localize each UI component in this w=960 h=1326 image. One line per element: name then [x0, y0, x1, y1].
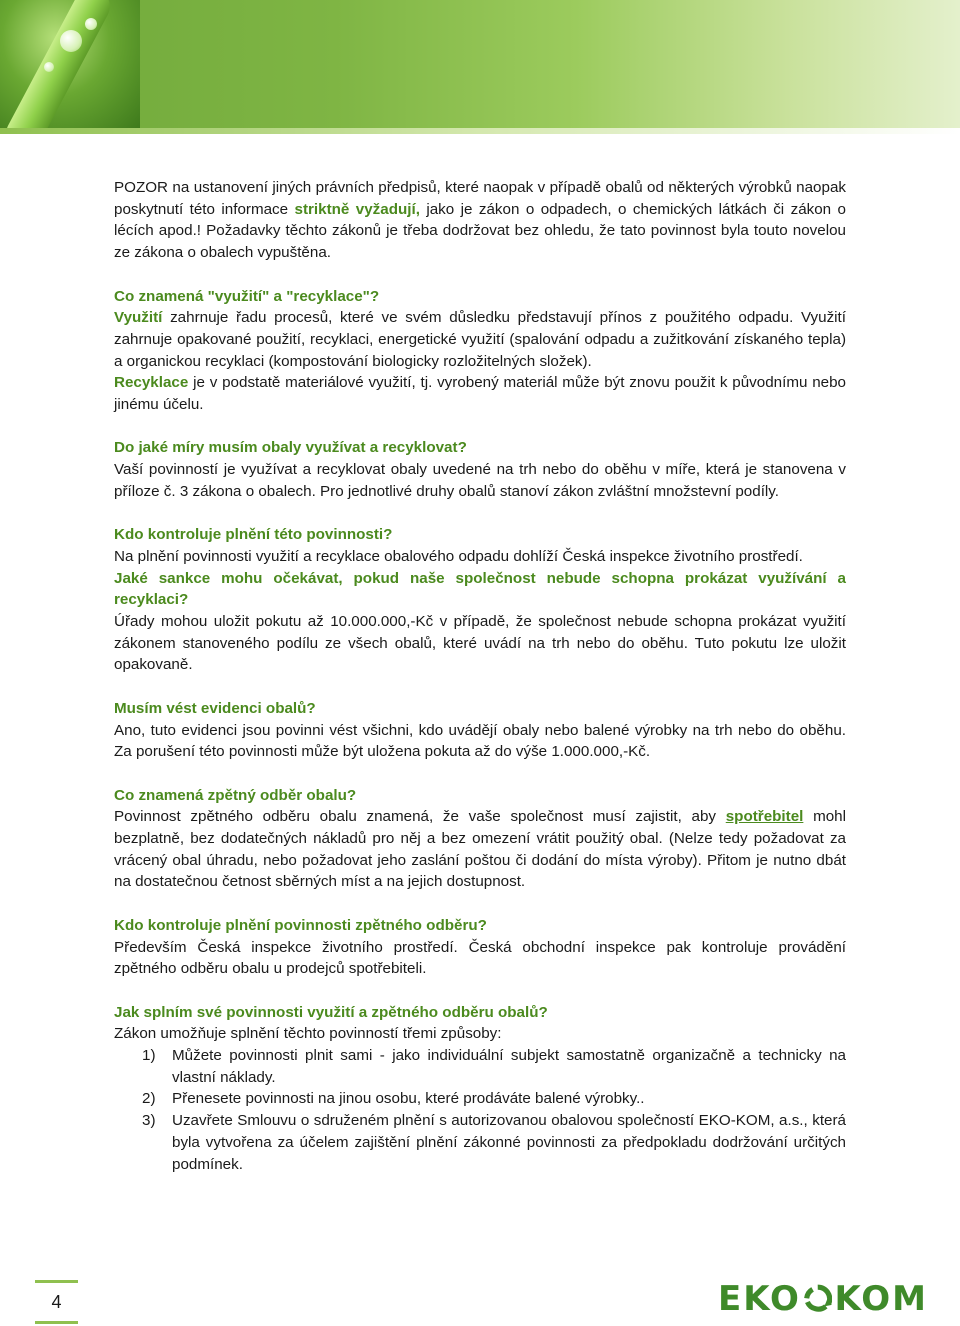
section-heading: Do jaké míry musím obaly využívat a recyklovat? — [114, 439, 467, 457]
section-heading: Jak splním své povinnosti využití a zpětného odběru obalů? — [114, 1003, 548, 1021]
section-text: Úřady mohou uložit pokutu až 10.000.000,-Kč v případě, že společnost nebude schopna prokázat využití zákonem stanoveného podílu ze všech obalů, které uvádí na trh nebo do oběhu. Tuto pokutu lze uložit opakovaně. — [114, 613, 846, 674]
list-item: 2) Přenesete povinnosti na jinou osobu, které prodáváte balené výrobky.. — [142, 1090, 645, 1108]
section-text: Především Česká inspekce životního prostředí. Česká obchodní inspekce pak kontroluje provádění zpětného odběru obalu u prodejců spotřebiteli. — [114, 938, 846, 978]
recycle-arrows-icon — [803, 1279, 832, 1319]
section-text: Využití zahrnuje řadu procesů, které ve svém důsledku představují přínos z použitého odpadu. Využití zahrnuje opakované použití, recyklaci, energetické využití (spalování odpadu a zužitkování získaného tepla) a organickou recyklaci (kompostování biologicky rozložitelných složek). — [114, 309, 846, 370]
section-text: Povinnost zpětného odběru obalu znamená, že vaše společnost musí zajistit, aby spotřebitel mohl bezplatně, bez dodatečných nákladů pro něj a bez omezení vrátit použitý obal. (Nelze tedy požadovat za vrácený obal úhradu, nebo požadovat jeho zaslání poštou či dodání do místa výroby). Přitom je nutno dbát na dostatečnou četnost sběrných míst a na jejich dostupnost. — [114, 808, 847, 891]
list-item: 3) Uzavřete Smlouvu o sdruženém plnění s autorizovanou obalovou společností EKO-KOM, a.s., která byla vytvořena za účelem zajištění plnění zákonné povinnosti za předpokladu dodržování určitých podmínek. — [142, 1112, 846, 1173]
water-drop — [85, 18, 97, 30]
document-body — [114, 177, 846, 1175]
section-text: Ano, tuto evidenci jsou povinni vést všichni, kdo uvádějí obaly nebo balené výrobky na trh nebo do oběhu. Za porušení této povinnosti může být uložena pokuta až do výše 1.000.000,-Kč. — [114, 721, 846, 761]
section-text: Vaší povinností je využívat a recyklovat obaly uvedené na trh nebo do oběhu v míře, která je stanovena v příloze č. 3 zákona o obalech. Pro jednotlivé druhy obalů stanoví zákon zvláštní množstevní podíly. — [114, 461, 846, 500]
header-stripe — [0, 128, 960, 134]
water-drop — [60, 30, 82, 52]
page-number: 4 — [35, 1280, 78, 1324]
grass-blade — [0, 0, 116, 128]
section-text: Recyklace je v podstatě materiálové využití, tj. vyrobený materiál může být znovu použit k původnímu nebo jinému účelu. — [114, 374, 846, 414]
section-heading: Musím vést evidenci obalů? — [114, 699, 316, 717]
list-item: 1) Můžete povinnosti plnit sami - jako individuální subjekt samostatně organizačně a technicky na vlastní náklady. — [142, 1047, 846, 1086]
section-text: Zákon umožňuje splnění těchto povinností třemi způsoby: — [114, 1025, 502, 1043]
spotrebitel-link[interactable]: spotřebitel — [725, 808, 804, 826]
section-heading: Co znamená "využití" a "recyklace"? — [114, 287, 380, 305]
section-heading: Kdo kontroluje plnění této povinnosti? — [114, 526, 393, 544]
grass-photo — [0, 0, 140, 128]
intro-paragraph: POZOR na ustanovení jiných právních předpisů, které naopak v případě obalů od některých výrobků naopak poskytnutí této informace striktně vyžadují, jako je zákon o odpadech, o chemických látkách či zákon o lécích apod.! Požadavky těchto zákonů je třeba dodržovat bez ohledu, že tato povinnost byla touto novelou ze zákona o obalech vypuštěna. — [114, 179, 846, 262]
section-heading: Kdo kontroluje plnění povinnosti zpětného odběru? — [114, 916, 487, 934]
eko-kom-logo: EKO KOM — [718, 1279, 928, 1319]
section-text: Na plnění povinnosti využití a recyklace obalového odpadu dohlíží Česká inspekce životního prostředí. — [114, 547, 803, 565]
section-heading: Co znamená zpětný odběr obalu? — [114, 786, 357, 804]
water-drop — [44, 62, 54, 72]
options-list — [114, 1045, 846, 1175]
header-banner — [0, 0, 960, 128]
section-heading: Jaké sankce mohu očekávat, pokud naše společnost nebude schopna prokázat využívání a recyklaci? — [114, 569, 846, 609]
